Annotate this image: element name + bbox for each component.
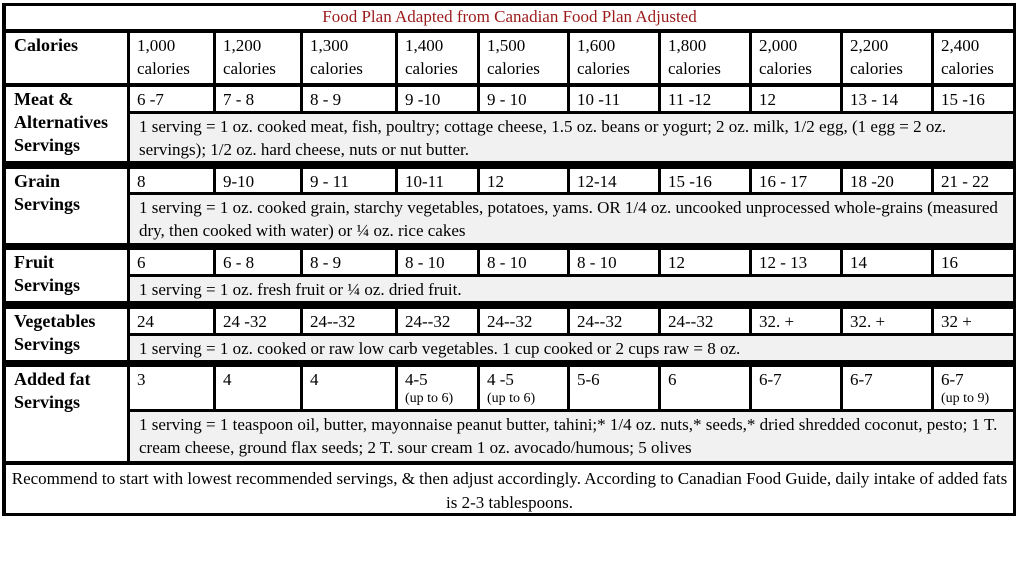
cell-fruit — [303, 250, 395, 274]
cell-value: 1,400 calories — [405, 36, 458, 78]
cell-calories — [216, 33, 300, 83]
cell-value: 12-14 — [577, 172, 617, 191]
cell-value: 4 -5 — [487, 370, 514, 389]
cell-grain — [480, 169, 567, 192]
cell-value: 11 -12 — [668, 90, 712, 109]
cell-grain — [130, 169, 213, 192]
cell-grain — [398, 169, 477, 192]
cell-value: 7 - 8 — [223, 90, 255, 109]
cell-meat-alternatives — [752, 87, 840, 111]
cell-value: 8 - 10 — [405, 253, 445, 272]
cell-added-fat — [752, 367, 840, 409]
row-label-added-fat: Added fat Servings — [6, 367, 127, 461]
cell-added-fat — [843, 367, 931, 409]
cell-added-fat — [130, 367, 213, 409]
cell-value: 2,200 calories — [850, 36, 903, 78]
serving-note-grain: 1 serving = 1 oz. cooked grain, starchy vegetables, potatoes, yams. OR 1/4 oz. uncooked unprocessed whole-grains (measured dry, then cooked with water) or ¼ oz. rice cakes — [130, 195, 1013, 243]
cell-vegetables — [752, 309, 840, 333]
cell-meat-alternatives — [480, 87, 567, 111]
cell-calories — [843, 33, 931, 83]
cell-grain — [661, 169, 749, 192]
cell-meat-alternatives — [130, 87, 213, 111]
cell-value: 1,000 calories — [137, 36, 190, 78]
cell-value: 12 — [759, 90, 776, 109]
cell-value: 24--32 — [577, 312, 623, 331]
cell-value: 2,000 calories — [759, 36, 812, 78]
cell-vegetables — [934, 309, 1013, 333]
cell-meat-alternatives — [570, 87, 658, 111]
cell-value: 18 -20 — [850, 172, 894, 191]
cell-value: 10-11 — [405, 172, 445, 191]
cell-calories — [934, 33, 1013, 83]
cell-subnote: (up to 6) — [487, 391, 536, 406]
cell-calories — [303, 33, 395, 83]
cell-fruit — [661, 250, 749, 274]
cell-value: 9 -10 — [405, 90, 441, 109]
serving-note-vegetables: 1 serving = 1 oz. cooked or raw low carb vegetables. 1 cup cooked or 2 cups raw = 8 oz. — [130, 336, 1013, 360]
serving-note-fruit: 1 serving = 1 oz. fresh fruit or ¼ oz. dried fruit. — [130, 277, 1013, 301]
cell-grain — [934, 169, 1013, 192]
cell-fruit — [480, 250, 567, 274]
cell-value: 14 — [850, 253, 867, 272]
cell-value: 6-7 — [759, 370, 782, 389]
cell-value: 6 — [668, 370, 677, 389]
cell-value: 6 -7 — [137, 90, 164, 109]
cell-meat-alternatives — [934, 87, 1013, 111]
cell-vegetables — [398, 309, 477, 333]
serving-note-added-fat: 1 serving = 1 teaspoon oil, butter, mayonnaise peanut butter, tahini;* 1/4 oz. nuts,* seeds,* dried shredded coconut, pesto; 1 T. cream cheese, ground flax seeds; 2 T. sour cream 1 oz. avocado/humous; 5 olives — [130, 412, 1013, 461]
cell-value: 24 — [137, 312, 154, 331]
cell-value: 6-7 — [850, 370, 873, 389]
cell-vegetables — [216, 309, 300, 333]
cell-grain — [843, 169, 931, 192]
cell-calories — [398, 33, 477, 83]
row-label-fruit: Fruit Servings — [6, 250, 127, 301]
cell-value: 15 -16 — [668, 172, 712, 191]
cell-value: 16 — [941, 253, 958, 272]
cell-value: 1,500 calories — [487, 36, 540, 78]
cell-grain — [303, 169, 395, 192]
cell-calories — [570, 33, 658, 83]
cell-meat-alternatives — [661, 87, 749, 111]
cell-subnote: (up to 9) — [941, 391, 990, 406]
cell-value: 24--32 — [487, 312, 533, 331]
cell-value: 13 - 14 — [850, 90, 899, 109]
cell-value: 8 — [137, 172, 146, 191]
cell-vegetables — [130, 309, 213, 333]
cell-value: 9-10 — [223, 172, 255, 191]
row-label-grain: Grain Servings — [6, 169, 127, 243]
cell-value: 1,800 calories — [668, 36, 721, 78]
cell-value: 9 - 10 — [487, 90, 527, 109]
cell-value: 12 - 13 — [759, 253, 808, 272]
cell-value: 8 - 10 — [487, 253, 527, 272]
serving-note-meat-alternatives: 1 serving = 1 oz. cooked meat, fish, poultry; cottage cheese, 1.5 oz. beans or yogurt; 2 oz. milk, 1/2 egg, (1 egg = 2 oz. servings); 1/2 oz. hard cheese, nuts or nut butter. — [130, 114, 1013, 161]
cell-added-fat — [216, 367, 300, 409]
cell-value: 32. + — [759, 312, 795, 331]
cell-value: 32. + — [850, 312, 886, 331]
cell-vegetables — [661, 309, 749, 333]
cell-vegetables — [303, 309, 395, 333]
cell-value: 4 — [310, 370, 319, 389]
cell-value: 4-5 — [405, 370, 428, 389]
cell-added-fat — [570, 367, 658, 409]
cell-value: 8 - 9 — [310, 253, 342, 272]
cell-value: 15 -16 — [941, 90, 985, 109]
cell-value: 6 — [137, 253, 146, 272]
cell-value: 6 - 8 — [223, 253, 255, 272]
cell-grain — [570, 169, 658, 192]
cell-value: 1,600 calories — [577, 36, 630, 78]
cell-value: 12 — [487, 172, 504, 191]
cell-vegetables — [843, 309, 931, 333]
cell-value: 24 -32 — [223, 312, 267, 331]
row-label-vegetables: Vegetables Servings — [6, 309, 127, 360]
cell-added-fat — [661, 367, 749, 409]
cell-value: 8 - 9 — [310, 90, 342, 109]
cell-value: 3 — [137, 370, 146, 389]
cell-vegetables — [480, 309, 567, 333]
cell-value: 21 - 22 — [941, 172, 990, 191]
cell-grain — [752, 169, 840, 192]
cell-fruit — [752, 250, 840, 274]
cell-value: 16 - 17 — [759, 172, 808, 191]
cell-grain — [216, 169, 300, 192]
cell-value: 9 - 11 — [310, 172, 350, 191]
cell-added-fat — [480, 367, 567, 409]
cell-meat-alternatives — [303, 87, 395, 111]
cell-value: 6-7 — [941, 370, 964, 389]
cell-value: 24--32 — [405, 312, 451, 331]
cell-added-fat — [398, 367, 477, 409]
cell-calories — [480, 33, 567, 83]
cell-fruit — [570, 250, 658, 274]
table-title: Food Plan Adapted from Canadian Food Plan Adjusted — [6, 6, 1013, 29]
cell-fruit — [398, 250, 477, 274]
food-plan-table — [2, 3, 1016, 516]
cell-calories — [661, 33, 749, 83]
cell-value: 5-6 — [577, 370, 600, 389]
cell-value: 12 — [668, 253, 685, 272]
cell-calories — [130, 33, 213, 83]
cell-added-fat — [303, 367, 395, 409]
row-label-meat-alternatives: Meat & Alternatives Servings — [6, 87, 127, 161]
cell-value: 10 -11 — [577, 90, 621, 109]
cell-value: 24--32 — [310, 312, 356, 331]
cell-value: 1,300 calories — [310, 36, 363, 78]
cell-meat-alternatives — [398, 87, 477, 111]
cell-added-fat — [934, 367, 1013, 409]
cell-fruit — [130, 250, 213, 274]
cell-meat-alternatives — [216, 87, 300, 111]
cell-value: 4 — [223, 370, 232, 389]
cell-value: 32 + — [941, 312, 972, 331]
cell-fruit — [934, 250, 1013, 274]
cell-calories — [752, 33, 840, 83]
cell-value: 2,400 calories — [941, 36, 994, 78]
cell-subnote: (up to 6) — [405, 391, 454, 406]
footer-recommendation: Recommend to start with lowest recommended servings, & then adjust accordingly. According to Canadian Food Guide, daily intake of added fats is 2-3 tablespoons. — [6, 465, 1013, 513]
cell-meat-alternatives — [843, 87, 931, 111]
cell-fruit — [843, 250, 931, 274]
cell-vegetables — [570, 309, 658, 333]
cell-value: 24--32 — [668, 312, 714, 331]
row-label-calories: Calories — [6, 33, 127, 83]
cell-fruit — [216, 250, 300, 274]
cell-value: 1,200 calories — [223, 36, 276, 78]
cell-value: 8 - 10 — [577, 253, 617, 272]
